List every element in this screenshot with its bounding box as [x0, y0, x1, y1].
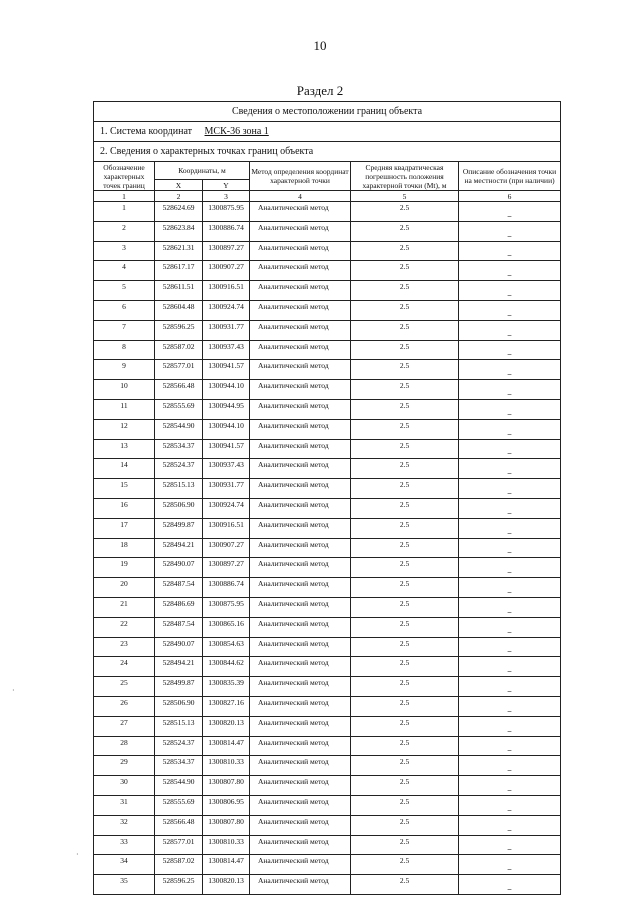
cell-method: Аналитический метод: [250, 716, 351, 736]
cell-description: –: [459, 459, 561, 479]
cell-description: –: [459, 419, 561, 439]
cell-method: Аналитический метод: [250, 518, 351, 538]
cell-description: –: [459, 597, 561, 617]
column-number: 4: [250, 191, 351, 202]
column-number: 1: [94, 191, 155, 202]
cell-point-number: 30: [94, 776, 155, 796]
cell-error: 2.5: [351, 776, 459, 796]
cell-method: Аналитический метод: [250, 776, 351, 796]
cell-description: –: [459, 855, 561, 875]
cell-x-coordinate: 528506.90: [155, 696, 203, 716]
table-row: [94, 300, 561, 320]
cell-x-coordinate: 528596.25: [155, 320, 203, 340]
cell-y-coordinate: 1300810.33: [203, 756, 250, 776]
cell-description: –: [459, 340, 561, 360]
cell-method: Аналитический метод: [250, 459, 351, 479]
table-title: Сведения о местоположении границ объекта: [94, 102, 561, 122]
cell-y-coordinate: 1300931.77: [203, 320, 250, 340]
cell-y-coordinate: 1300844.62: [203, 657, 250, 677]
cell-error: 2.5: [351, 855, 459, 875]
cell-y-coordinate: 1300907.27: [203, 261, 250, 281]
cell-point-number: 27: [94, 716, 155, 736]
cell-method: Аналитический метод: [250, 795, 351, 815]
cell-method: Аналитический метод: [250, 202, 351, 222]
cell-error: 2.5: [351, 677, 459, 697]
cell-description: –: [459, 360, 561, 380]
cell-y-coordinate: 1300820.13: [203, 875, 250, 895]
col-header-x: X: [155, 180, 203, 191]
table-row: [94, 716, 561, 736]
cell-error: 2.5: [351, 736, 459, 756]
cell-point-number: 7: [94, 320, 155, 340]
table-row: [94, 498, 561, 518]
table-body: [94, 202, 561, 895]
cell-x-coordinate: 528611.51: [155, 281, 203, 301]
cell-method: Аналитический метод: [250, 300, 351, 320]
table-row: [94, 360, 561, 380]
cell-description: –: [459, 202, 561, 222]
cell-description: –: [459, 380, 561, 400]
cell-y-coordinate: 1300875.95: [203, 597, 250, 617]
cell-method: Аналитический метод: [250, 340, 351, 360]
cell-description: –: [459, 756, 561, 776]
table-row: [94, 202, 561, 222]
cell-error: 2.5: [351, 795, 459, 815]
cell-method: Аналитический метод: [250, 756, 351, 776]
cell-description: –: [459, 538, 561, 558]
cell-error: 2.5: [351, 756, 459, 776]
cell-description: –: [459, 677, 561, 697]
cell-point-number: 11: [94, 399, 155, 419]
cell-description: –: [459, 875, 561, 895]
cell-description: –: [459, 578, 561, 598]
cell-x-coordinate: 528596.25: [155, 875, 203, 895]
cell-x-coordinate: 528490.07: [155, 558, 203, 578]
cell-y-coordinate: 1300941.57: [203, 360, 250, 380]
boundary-points-table: [93, 101, 561, 895]
cell-error: 2.5: [351, 459, 459, 479]
coordinate-system-value: МСК-36 зона 1: [204, 126, 269, 137]
cell-point-number: 17: [94, 518, 155, 538]
cell-method: Аналитический метод: [250, 736, 351, 756]
scan-mark: ·: [76, 850, 79, 859]
cell-y-coordinate: 1300941.57: [203, 439, 250, 459]
cell-point-number: 32: [94, 815, 155, 835]
col-header-y: Y: [203, 180, 250, 191]
cell-description: –: [459, 736, 561, 756]
cell-y-coordinate: 1300944.10: [203, 380, 250, 400]
cell-method: Аналитический метод: [250, 439, 351, 459]
column-number: 3: [203, 191, 250, 202]
cell-point-number: 13: [94, 439, 155, 459]
column-number: 5: [351, 191, 459, 202]
table-row: [94, 419, 561, 439]
cell-x-coordinate: 528566.48: [155, 380, 203, 400]
cell-point-number: 22: [94, 617, 155, 637]
cell-point-number: 14: [94, 459, 155, 479]
cell-y-coordinate: 1300944.10: [203, 419, 250, 439]
cell-method: Аналитический метод: [250, 320, 351, 340]
cell-error: 2.5: [351, 875, 459, 895]
cell-description: –: [459, 558, 561, 578]
cell-error: 2.5: [351, 617, 459, 637]
cell-x-coordinate: 528577.01: [155, 835, 203, 855]
cell-y-coordinate: 1300944.95: [203, 399, 250, 419]
section-title: Раздел 2: [296, 83, 344, 98]
cell-description: –: [459, 776, 561, 796]
cell-description: –: [459, 795, 561, 815]
cell-y-coordinate: 1300897.27: [203, 241, 250, 261]
cell-error: 2.5: [351, 300, 459, 320]
cell-method: Аналитический метод: [250, 875, 351, 895]
cell-x-coordinate: 528566.48: [155, 815, 203, 835]
cell-description: –: [459, 281, 561, 301]
table-row: [94, 855, 561, 875]
table-row: [94, 756, 561, 776]
cell-error: 2.5: [351, 657, 459, 677]
column-number: 2: [155, 191, 203, 202]
cell-x-coordinate: 528534.37: [155, 439, 203, 459]
cell-error: 2.5: [351, 320, 459, 340]
cell-point-number: 34: [94, 855, 155, 875]
cell-point-number: 35: [94, 875, 155, 895]
cell-x-coordinate: 528499.87: [155, 518, 203, 538]
cell-error: 2.5: [351, 518, 459, 538]
cell-error: 2.5: [351, 439, 459, 459]
table-row: [94, 736, 561, 756]
cell-description: –: [459, 657, 561, 677]
cell-point-number: 6: [94, 300, 155, 320]
cell-description: –: [459, 241, 561, 261]
cell-point-number: 20: [94, 578, 155, 598]
cell-error: 2.5: [351, 815, 459, 835]
cell-method: Аналитический метод: [250, 637, 351, 657]
points-section-header: 2. Сведения о характерных точках границ объекта: [94, 142, 561, 162]
table-row: [94, 479, 561, 499]
cell-x-coordinate: 528490.07: [155, 637, 203, 657]
cell-point-number: 31: [94, 795, 155, 815]
cell-description: –: [459, 221, 561, 241]
table-row: [94, 815, 561, 835]
cell-y-coordinate: 1300827.16: [203, 696, 250, 716]
cell-description: –: [459, 696, 561, 716]
column-number: 6: [459, 191, 561, 202]
column-numbers-row: [94, 191, 561, 202]
cell-y-coordinate: 1300814.47: [203, 855, 250, 875]
page-number: 10: [313, 38, 327, 53]
cell-x-coordinate: 528577.01: [155, 360, 203, 380]
col-header-error: Средняя квадратическая погрешность положения характерной точки (Mt), м: [351, 162, 459, 191]
cell-x-coordinate: 528555.69: [155, 399, 203, 419]
cell-x-coordinate: 528524.37: [155, 736, 203, 756]
cell-point-number: 4: [94, 261, 155, 281]
cell-method: Аналитический метод: [250, 419, 351, 439]
cell-description: –: [459, 261, 561, 281]
table-row: [94, 459, 561, 479]
table-row: [94, 281, 561, 301]
cell-y-coordinate: 1300916.51: [203, 281, 250, 301]
cell-x-coordinate: 528555.69: [155, 795, 203, 815]
cell-x-coordinate: 528544.90: [155, 419, 203, 439]
cell-point-number: 2: [94, 221, 155, 241]
cell-x-coordinate: 528515.13: [155, 716, 203, 736]
table-row: [94, 677, 561, 697]
cell-x-coordinate: 528499.87: [155, 677, 203, 697]
cell-method: Аналитический метод: [250, 261, 351, 281]
coordinate-system-row: [94, 122, 561, 142]
cell-point-number: 29: [94, 756, 155, 776]
table-row: [94, 637, 561, 657]
cell-error: 2.5: [351, 696, 459, 716]
cell-method: Аналитический метод: [250, 597, 351, 617]
coordinate-system-label: 1. Система координат: [100, 126, 193, 137]
cell-x-coordinate: 528494.21: [155, 657, 203, 677]
cell-method: Аналитический метод: [250, 815, 351, 835]
cell-error: 2.5: [351, 835, 459, 855]
cell-y-coordinate: 1300807.80: [203, 815, 250, 835]
cell-description: –: [459, 439, 561, 459]
table-row: [94, 518, 561, 538]
cell-y-coordinate: 1300937.43: [203, 459, 250, 479]
cell-y-coordinate: 1300924.74: [203, 498, 250, 518]
cell-description: –: [459, 498, 561, 518]
cell-error: 2.5: [351, 221, 459, 241]
cell-y-coordinate: 1300924.74: [203, 300, 250, 320]
cell-error: 2.5: [351, 340, 459, 360]
cell-method: Аналитический метод: [250, 538, 351, 558]
cell-y-coordinate: 1300814.47: [203, 736, 250, 756]
cell-method: Аналитический метод: [250, 360, 351, 380]
cell-error: 2.5: [351, 261, 459, 281]
cell-point-number: 10: [94, 380, 155, 400]
cell-method: Аналитический метод: [250, 835, 351, 855]
cell-x-coordinate: 528494.21: [155, 538, 203, 558]
cell-point-number: 28: [94, 736, 155, 756]
cell-method: Аналитический метод: [250, 380, 351, 400]
cell-point-number: 21: [94, 597, 155, 617]
cell-method: Аналитический метод: [250, 558, 351, 578]
col-header-method: Метод определения координат характерной точки: [250, 162, 351, 191]
cell-description: –: [459, 637, 561, 657]
table-row: [94, 558, 561, 578]
cell-point-number: 1: [94, 202, 155, 222]
cell-error: 2.5: [351, 538, 459, 558]
cell-x-coordinate: 528534.37: [155, 756, 203, 776]
cell-y-coordinate: 1300937.43: [203, 340, 250, 360]
table-row: [94, 439, 561, 459]
cell-description: –: [459, 399, 561, 419]
cell-point-number: 33: [94, 835, 155, 855]
table-row: [94, 538, 561, 558]
cell-description: –: [459, 518, 561, 538]
table-row: [94, 399, 561, 419]
cell-error: 2.5: [351, 202, 459, 222]
cell-y-coordinate: 1300897.27: [203, 558, 250, 578]
cell-error: 2.5: [351, 380, 459, 400]
cell-point-number: 23: [94, 637, 155, 657]
cell-error: 2.5: [351, 419, 459, 439]
cell-y-coordinate: 1300854.63: [203, 637, 250, 657]
cell-y-coordinate: 1300807.80: [203, 776, 250, 796]
cell-x-coordinate: 528624.69: [155, 202, 203, 222]
cell-y-coordinate: 1300835.39: [203, 677, 250, 697]
cell-point-number: 19: [94, 558, 155, 578]
cell-point-number: 15: [94, 479, 155, 499]
table-row: [94, 776, 561, 796]
cell-description: –: [459, 479, 561, 499]
table-row: [94, 578, 561, 598]
cell-method: Аналитический метод: [250, 241, 351, 261]
cell-point-number: 16: [94, 498, 155, 518]
cell-x-coordinate: 528621.31: [155, 241, 203, 261]
cell-error: 2.5: [351, 716, 459, 736]
cell-method: Аналитический метод: [250, 855, 351, 875]
cell-error: 2.5: [351, 597, 459, 617]
table-row: [94, 657, 561, 677]
cell-method: Аналитический метод: [250, 578, 351, 598]
cell-description: –: [459, 617, 561, 637]
cell-x-coordinate: 528506.90: [155, 498, 203, 518]
cell-x-coordinate: 528587.02: [155, 340, 203, 360]
cell-point-number: 3: [94, 241, 155, 261]
cell-error: 2.5: [351, 241, 459, 261]
cell-point-number: 26: [94, 696, 155, 716]
table-row: [94, 261, 561, 281]
table-row: [94, 320, 561, 340]
cell-method: Аналитический метод: [250, 617, 351, 637]
cell-x-coordinate: 528604.48: [155, 300, 203, 320]
cell-x-coordinate: 528487.54: [155, 617, 203, 637]
scan-mark: ·: [12, 686, 15, 695]
cell-description: –: [459, 320, 561, 340]
table-row: [94, 241, 561, 261]
cell-error: 2.5: [351, 558, 459, 578]
cell-point-number: 9: [94, 360, 155, 380]
cell-method: Аналитический метод: [250, 498, 351, 518]
cell-point-number: 12: [94, 419, 155, 439]
cell-method: Аналитический метод: [250, 479, 351, 499]
table-row: [94, 835, 561, 855]
cell-y-coordinate: 1300916.51: [203, 518, 250, 538]
cell-x-coordinate: 528587.02: [155, 855, 203, 875]
cell-error: 2.5: [351, 281, 459, 301]
table-row: [94, 795, 561, 815]
cell-x-coordinate: 528623.84: [155, 221, 203, 241]
cell-method: Аналитический метод: [250, 657, 351, 677]
cell-method: Аналитический метод: [250, 399, 351, 419]
cell-point-number: 5: [94, 281, 155, 301]
table-row: [94, 221, 561, 241]
cell-error: 2.5: [351, 637, 459, 657]
table-row: [94, 340, 561, 360]
cell-x-coordinate: 528617.17: [155, 261, 203, 281]
cell-x-coordinate: 528487.54: [155, 578, 203, 598]
cell-y-coordinate: 1300875.95: [203, 202, 250, 222]
cell-description: –: [459, 835, 561, 855]
cell-x-coordinate: 528544.90: [155, 776, 203, 796]
cell-description: –: [459, 815, 561, 835]
cell-point-number: 25: [94, 677, 155, 697]
cell-method: Аналитический метод: [250, 221, 351, 241]
cell-y-coordinate: 1300907.27: [203, 538, 250, 558]
cell-y-coordinate: 1300886.74: [203, 221, 250, 241]
cell-y-coordinate: 1300931.77: [203, 479, 250, 499]
cell-description: –: [459, 716, 561, 736]
table-row: [94, 380, 561, 400]
cell-method: Аналитический метод: [250, 677, 351, 697]
cell-y-coordinate: 1300806.95: [203, 795, 250, 815]
cell-description: –: [459, 300, 561, 320]
cell-x-coordinate: 528515.13: [155, 479, 203, 499]
cell-point-number: 8: [94, 340, 155, 360]
cell-x-coordinate: 528486.69: [155, 597, 203, 617]
table-row: [94, 597, 561, 617]
cell-method: Аналитический метод: [250, 281, 351, 301]
cell-error: 2.5: [351, 360, 459, 380]
table-row: [94, 617, 561, 637]
cell-y-coordinate: 1300865.16: [203, 617, 250, 637]
col-header-description: Описание обозначения точки на местности (при наличии): [459, 162, 561, 191]
cell-method: Аналитический метод: [250, 696, 351, 716]
cell-y-coordinate: 1300810.33: [203, 835, 250, 855]
cell-error: 2.5: [351, 578, 459, 598]
cell-error: 2.5: [351, 479, 459, 499]
cell-y-coordinate: 1300886.74: [203, 578, 250, 598]
cell-point-number: 24: [94, 657, 155, 677]
cell-error: 2.5: [351, 498, 459, 518]
table-row: [94, 696, 561, 716]
cell-y-coordinate: 1300820.13: [203, 716, 250, 736]
cell-x-coordinate: 528524.37: [155, 459, 203, 479]
col-header-designation: Обозначение характерных точек границ: [94, 162, 155, 191]
cell-error: 2.5: [351, 399, 459, 419]
table-row: [94, 875, 561, 895]
col-header-coordinates: Координаты, м: [155, 162, 250, 180]
cell-point-number: 18: [94, 538, 155, 558]
